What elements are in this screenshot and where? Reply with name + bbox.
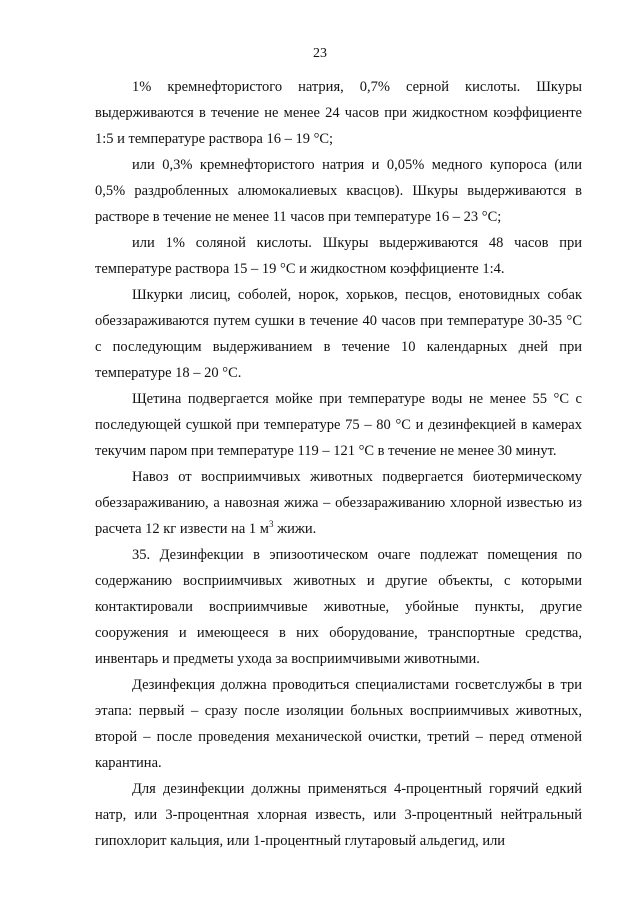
paragraph-item-35: 35. Дезинфекции в эпизоотическом очаге подлежат помещения по содержанию восприимчивых животных и другие объекты, с которыми контактировали восприимчивые животные, убойные пункты, другие сооружения и имеющееся в них оборудование, транспортные средства, инвентарь и предметы ухода за восприимчивыми животными.	[95, 547, 582, 667]
cubic-superscript: 3	[268, 519, 274, 530]
paragraph-disinfection-stages: Дезинфекция должна проводиться специалистами госветслужбы в три этапа: первый – сразу после изоляции больных восприимчивых животных, второй – после проведения механической очистки, третий – перед отменой карантина.	[95, 677, 582, 771]
page-number: 23	[313, 46, 327, 61]
paragraph-hydrochloric-acid: или 1% соляной кислоты. Шкуры выдерживаются 48 часов при температуре раствора 15 – 19 °С и жидкостном коэффициенте 1:4.	[95, 235, 582, 277]
document-body	[95, 74, 582, 854]
paragraph-copper-sulfate: или 0,3% кремнефтористого натрия и 0,05% медного купороса (или 0,5% раздробленных алюмокалиевых квасцов). Шкуры выдерживаются в растворе в течение не менее 11 часов при температуре 16 – 23 °С;	[95, 157, 582, 225]
paragraph-disinfectants: Для дезинфекции должны применяться 4-процентный горячий едкий натр, или 3-процентная хлорная известь, или 3-процентный нейтральный гипохлорит кальция, или 1-процентный глутаровый альдегид, или	[95, 781, 582, 849]
paragraph-manure	[95, 464, 582, 542]
paragraph-fur-pelts: Шкурки лисиц, соболей, норок, хорьков, песцов, енотовидных собак обеззараживаются путем сушки в течение 40 часов при температуре 30-35 °С с последующим выдерживанием в течение 10 календарных дней при температуре 18 – 20 °С.	[95, 287, 582, 381]
paragraph-sodium-silicofluoride: 1% кремнефтористого натрия, 0,7% серной кислоты. Шкуры выдерживаются в течение не менее 24 часов при жидкостном коэффициенте 1:5 и температуре раствора 16 – 19 °С;	[95, 79, 582, 147]
manure-tail: жижи.	[273, 521, 317, 537]
manure-text: Навоз от восприимчивых животных подвергается биотермическому обеззараживанию, а навозная жижа – обеззараживанию хлорной известью из расчета 12 кг извести на 1 м	[95, 469, 582, 537]
paragraph-bristle: Щетина подвергается мойке при температуре воды не менее 55 °С с последующей сушкой при температуре 75 – 80 °С и дезинфекцией в камерах текучим паром при температуре 119 – 121 °С в течение не менее 30 минут.	[95, 391, 582, 459]
